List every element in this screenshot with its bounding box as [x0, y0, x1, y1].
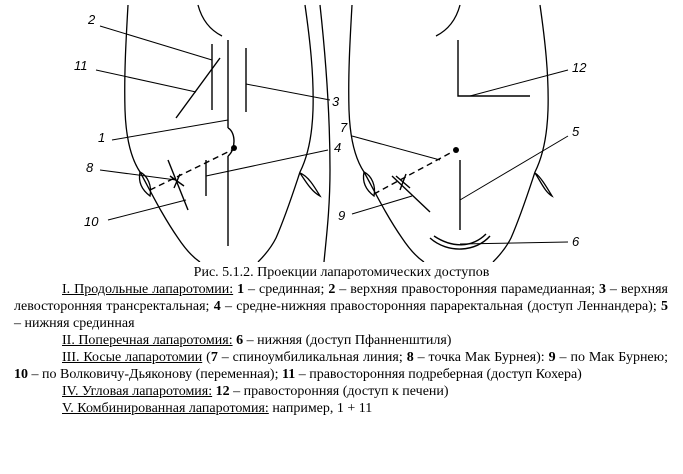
incision-12: [458, 40, 530, 96]
item-text: например, 1 + 11: [268, 401, 373, 416]
incision-6-inner: [434, 234, 486, 245]
right-torso-left-contour: [349, 5, 424, 262]
section-title-combined: V. Комбинированная лапаротомия:: [62, 401, 269, 416]
left-torso-left-contour: [125, 5, 200, 262]
leader-3: [246, 84, 330, 100]
left-torso-right-contour: [258, 5, 313, 262]
leader-12: [470, 70, 568, 96]
incision-9: [392, 176, 430, 212]
legend-combined: [14, 400, 668, 417]
right-incisions: [374, 40, 530, 249]
figure-caption: Рис. 5.1.2. Проекции лапаротомических доступов: [193, 265, 490, 280]
item-text: – по Мак Бурнею;: [555, 350, 668, 365]
label-11: 11: [74, 58, 88, 73]
spinoumbilical-left: [150, 150, 232, 190]
item-text: (: [202, 350, 211, 365]
item-number: 3: [598, 282, 606, 297]
item-number: 12: [215, 384, 230, 399]
caption-legend: [14, 281, 668, 417]
item-number: 5: [661, 299, 668, 314]
item-text: – точка Мак Бурнея):: [413, 350, 549, 365]
item-number: 10: [14, 367, 28, 382]
label-5: 5: [572, 124, 580, 139]
leader-10: [108, 200, 186, 220]
umbilicus-left: [231, 145, 237, 151]
item-text: – правосторонняя подреберная (доступ Кохера): [295, 367, 582, 382]
item-number: 4: [213, 299, 221, 314]
item-text: – средне-нижняя правосторонняя параректальная (доступ Леннандера);: [220, 299, 661, 314]
legend-transverse: [14, 332, 668, 349]
right-torso-outline: [349, 5, 552, 262]
item-number: 9: [548, 350, 556, 365]
item-number: 11: [281, 367, 296, 382]
leader-11: [96, 70, 196, 92]
item-number: 6: [236, 333, 244, 348]
legend-oblique: [14, 349, 668, 383]
item-text: – нижняя (доступ Пфанненштиля): [243, 333, 452, 348]
label-1: 1: [98, 130, 106, 145]
incision-11: [176, 58, 220, 118]
umbilicus-detour: [228, 128, 234, 156]
label-9: 9: [338, 208, 346, 223]
label-8: 8: [86, 160, 94, 175]
right-torso-left-hip: [363, 172, 374, 196]
leader-8: [100, 170, 176, 180]
item-number: 2: [328, 282, 336, 297]
item-text: – правосторонняя (доступ к печени): [229, 384, 449, 399]
item-text: – по Волковичу-Дьяконову (переменная);: [28, 367, 282, 382]
label-2: 2: [88, 12, 96, 27]
item-number: 1: [237, 282, 245, 297]
item-number: 7: [210, 350, 218, 365]
item-text: – нижняя срединная: [14, 316, 135, 331]
leader-lines: [96, 26, 568, 244]
leader-6: [460, 242, 568, 244]
right-torso-right-hip: [535, 173, 552, 196]
item-number: 8: [406, 350, 414, 365]
left-torso-right-hip: [300, 173, 320, 196]
section-title-transverse: II. Поперечная лапаротомия:: [62, 333, 233, 348]
label-7: 7: [340, 120, 348, 135]
leader-7: [352, 136, 440, 160]
left-arm-inner: [320, 5, 330, 262]
section-title-oblique: III. Косые лапаротомии: [62, 350, 203, 365]
leader-9: [352, 196, 412, 214]
diagram-labels: [74, 12, 587, 249]
label-4: 4: [334, 140, 342, 155]
label-12: 12: [572, 60, 587, 75]
right-torso-right-contour: [493, 5, 548, 262]
item-text: – верхняя правосторонняя парамедианная;: [335, 282, 599, 297]
label-6: 6: [572, 234, 580, 249]
section-title-longitudinal: I. Продольные лапаротомии:: [62, 282, 234, 297]
leader-5: [460, 136, 568, 200]
left-incisions: [150, 40, 246, 246]
label-10: 10: [84, 214, 99, 229]
item-text: – спиноумбиликальная линия;: [217, 350, 407, 365]
section-title-angular: IV. Угловая лапаротомия:: [62, 384, 213, 399]
umbilicus-right: [453, 147, 459, 153]
label-3: 3: [332, 94, 340, 109]
leader-1: [112, 120, 228, 140]
right-chest-arc: [436, 5, 460, 36]
legend-angular: [14, 383, 668, 400]
legend-longitudinal: [14, 281, 668, 332]
spinoumbilical-right: [374, 152, 452, 194]
left-chest-arc: [198, 5, 222, 36]
item-text: – верхняя левосторонняя трансректальная;: [14, 282, 668, 314]
item-text: – срединная;: [244, 282, 329, 297]
leader-2: [100, 26, 212, 60]
